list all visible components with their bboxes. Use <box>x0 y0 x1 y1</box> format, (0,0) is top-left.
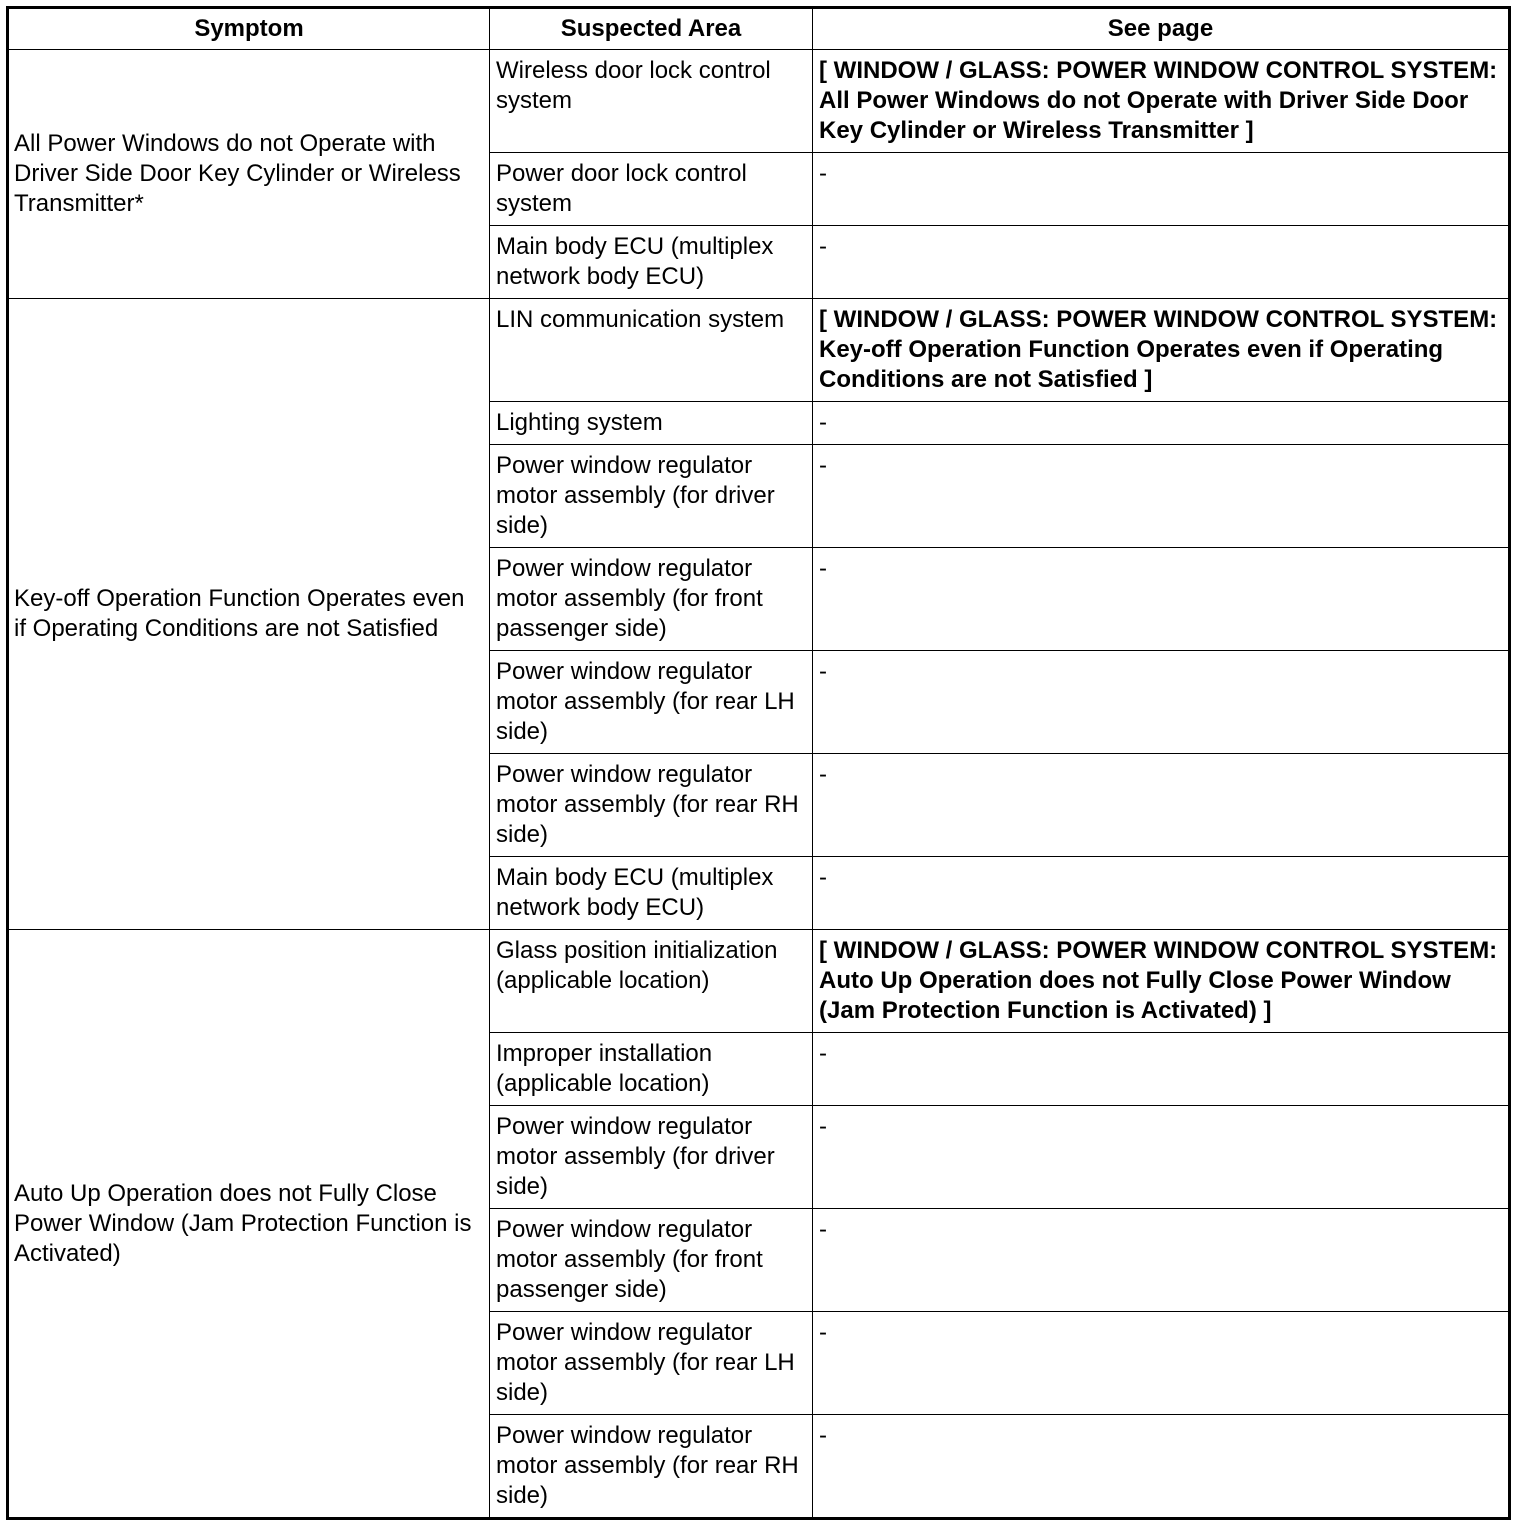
table-body <box>8 50 1510 1519</box>
table-row <box>8 50 1510 153</box>
see-page-cell: - <box>813 1033 1510 1106</box>
see-page-cell: - <box>813 754 1510 857</box>
table-row <box>8 930 1510 1033</box>
suspected-area-cell: Improper installation (applicable location) <box>490 1033 813 1106</box>
suspected-area-cell: Power window regulator motor assembly (for front passenger side) <box>490 1209 813 1312</box>
header-suspected-area: Suspected Area <box>490 8 813 50</box>
suspected-area-cell: Power window regulator motor assembly (for rear RH side) <box>490 754 813 857</box>
suspected-area-cell: Wireless door lock control system <box>490 50 813 153</box>
see-page-cell: - <box>813 402 1510 445</box>
suspected-area-cell: Power window regulator motor assembly (for rear LH side) <box>490 651 813 754</box>
see-page-cell: - <box>813 1415 1510 1519</box>
suspected-area-cell: Power door lock control system <box>490 153 813 226</box>
symptom-cell: Key-off Operation Function Operates even if Operating Conditions are not Satisfied <box>8 299 490 930</box>
suspected-area-cell: Main body ECU (multiplex network body ECU) <box>490 226 813 299</box>
see-page-cell: - <box>813 1106 1510 1209</box>
header-symptom: Symptom <box>8 8 490 50</box>
table-row <box>8 299 1510 402</box>
suspected-area-cell: Lighting system <box>490 402 813 445</box>
suspected-area-cell: Power window regulator motor assembly (for rear LH side) <box>490 1312 813 1415</box>
see-page-link[interactable]: [ WINDOW / GLASS: POWER WINDOW CONTROL SYSTEM: All Power Windows do not Operate with Driver Side Door Key Cylinder or Wireless Transmitter ] <box>813 50 1510 153</box>
header-see-page: See page <box>813 8 1510 50</box>
suspected-area-cell: Main body ECU (multiplex network body ECU) <box>490 857 813 930</box>
symptom-cell: All Power Windows do not Operate with Driver Side Door Key Cylinder or Wireless Transmitter* <box>8 50 490 299</box>
suspected-area-cell: Power window regulator motor assembly (for front passenger side) <box>490 548 813 651</box>
see-page-link[interactable]: [ WINDOW / GLASS: POWER WINDOW CONTROL SYSTEM: Key-off Operation Function Operates even if Operating Conditions are not Satisfied ] <box>813 299 1510 402</box>
see-page-cell: - <box>813 857 1510 930</box>
suspected-area-cell: LIN communication system <box>490 299 813 402</box>
see-page-cell: - <box>813 226 1510 299</box>
header-row <box>8 8 1510 50</box>
see-page-cell: - <box>813 1312 1510 1415</box>
suspected-area-cell: Glass position initialization (applicable location) <box>490 930 813 1033</box>
see-page-cell: - <box>813 153 1510 226</box>
see-page-cell: - <box>813 548 1510 651</box>
see-page-link[interactable]: [ WINDOW / GLASS: POWER WINDOW CONTROL SYSTEM: Auto Up Operation does not Fully Close Power Window (Jam Protection Function is Activated) ] <box>813 930 1510 1033</box>
suspected-area-cell: Power window regulator motor assembly (for rear RH side) <box>490 1415 813 1519</box>
symptom-table <box>6 6 1511 1520</box>
suspected-area-cell: Power window regulator motor assembly (for driver side) <box>490 445 813 548</box>
see-page-cell: - <box>813 651 1510 754</box>
symptom-cell: Auto Up Operation does not Fully Close Power Window (Jam Protection Function is Activated) <box>8 930 490 1519</box>
see-page-cell: - <box>813 1209 1510 1312</box>
suspected-area-cell: Power window regulator motor assembly (for driver side) <box>490 1106 813 1209</box>
see-page-cell: - <box>813 445 1510 548</box>
